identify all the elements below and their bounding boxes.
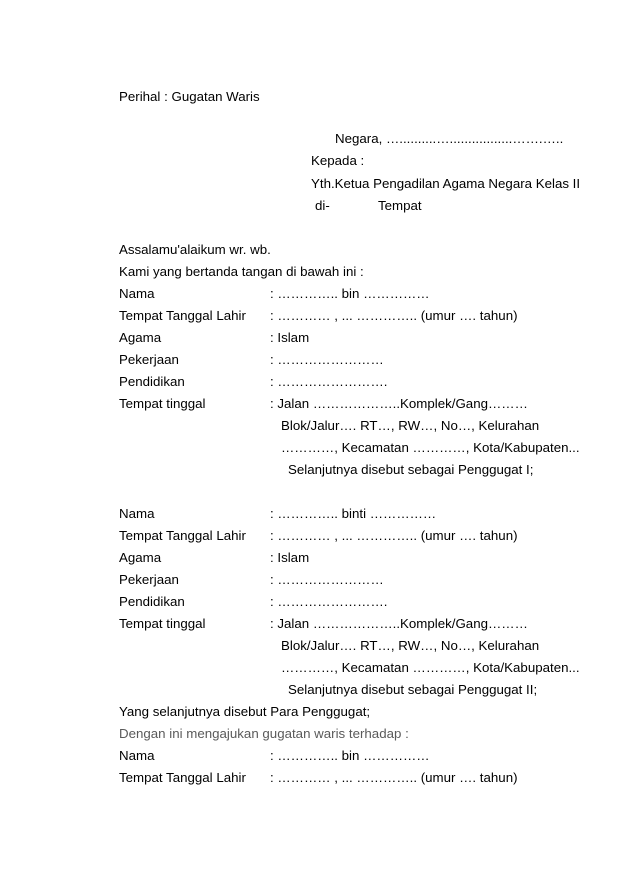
plaintiff1-address-label: Tempat tinggal	[119, 396, 206, 411]
collective-designation: Yang selanjutnya disebut Para Penggugat;	[119, 704, 371, 719]
plaintiff1-address-line3: …………, Kecamatan …………, Kota/Kabupaten...	[281, 440, 580, 455]
defendant-name-value: : ………….. bin ……………	[270, 748, 430, 763]
plaintiff2-name-value: : ………….. binti ……………	[270, 506, 437, 521]
plaintiff1-birth-label: Tempat Tanggal Lahir	[119, 308, 246, 323]
plaintiff2-birth-label: Tempat Tanggal Lahir	[119, 528, 246, 543]
plaintiff1-designation: Selanjutnya disebut sebagai Penggugat I;	[288, 462, 534, 477]
plaintiff1-job-value: : ……………………	[270, 352, 384, 367]
plaintiff2-name-label: Nama	[119, 506, 155, 521]
plaintiff2-address-line3: …………, Kecamatan …………, Kota/Kabupaten...	[281, 660, 580, 675]
plaintiff2-designation: Selanjutnya disebut sebagai Penggugat II;	[288, 682, 538, 697]
plaintiff2-birth-value: : ………… , ... ………….. (umur …. tahun)	[270, 528, 518, 543]
plaintiff2-job-value: : ……………………	[270, 572, 384, 587]
recipient-di: di-	[315, 198, 330, 213]
plaintiff1-name-label: Nama	[119, 286, 155, 301]
greeting: Assalamu'alaikum wr. wb.	[119, 242, 271, 257]
plaintiff2-job-label: Pekerjaan	[119, 572, 179, 587]
defendant-birth-label: Tempat Tanggal Lahir	[119, 770, 246, 785]
plaintiff1-education-value: : …………………….	[270, 374, 388, 389]
place-date: Negara, …..........….................…….…..	[335, 131, 564, 146]
plaintiff1-job-label: Pekerjaan	[119, 352, 179, 367]
plaintiff2-address-value: : Jalan ………………..Komplek/Gang………	[270, 616, 528, 631]
plaintiff1-religion-value: : Islam	[270, 330, 310, 345]
plaintiff1-address-line2: Blok/Jalur…. RT…, RW…, No…, Kelurahan	[281, 418, 540, 433]
recipient-place: Tempat	[378, 198, 422, 213]
plaintiff2-education-value: : …………………….	[270, 594, 388, 609]
defendant-name-label: Nama	[119, 748, 155, 763]
plaintiff1-religion-label: Agama	[119, 330, 162, 345]
recipient: Yth.Ketua Pengadilan Agama Negara Kelas II	[311, 176, 581, 191]
defendant-birth-value: : ………… , ... ………….. (umur …. tahun)	[270, 770, 518, 785]
plaintiff2-address-line2: Blok/Jalur…. RT…, RW…, No…, Kelurahan	[281, 638, 540, 653]
plaintiff1-birth-value: : ………… , ... ………….. (umur …. tahun)	[270, 308, 518, 323]
plaintiff2-address-label: Tempat tinggal	[119, 616, 206, 631]
plaintiff2-religion-value: : Islam	[270, 550, 310, 565]
plaintiff1-name-value: : ………….. bin ……………	[270, 286, 430, 301]
plaintiff1-address-value: : Jalan ………………..Komplek/Gang………	[270, 396, 528, 411]
intro-line: Kami yang bertanda tangan di bawah ini :	[119, 264, 364, 279]
plaintiff1-education-label: Pendidikan	[119, 374, 185, 389]
plaintiff2-religion-label: Agama	[119, 550, 162, 565]
addressee-heading: Kepada :	[311, 153, 365, 168]
plaintiff2-education-label: Pendidikan	[119, 594, 185, 609]
subject-line: Perihal : Gugatan Waris	[119, 89, 260, 104]
claim-intro: Dengan ini mengajukan gugatan waris terhadap :	[119, 726, 409, 741]
